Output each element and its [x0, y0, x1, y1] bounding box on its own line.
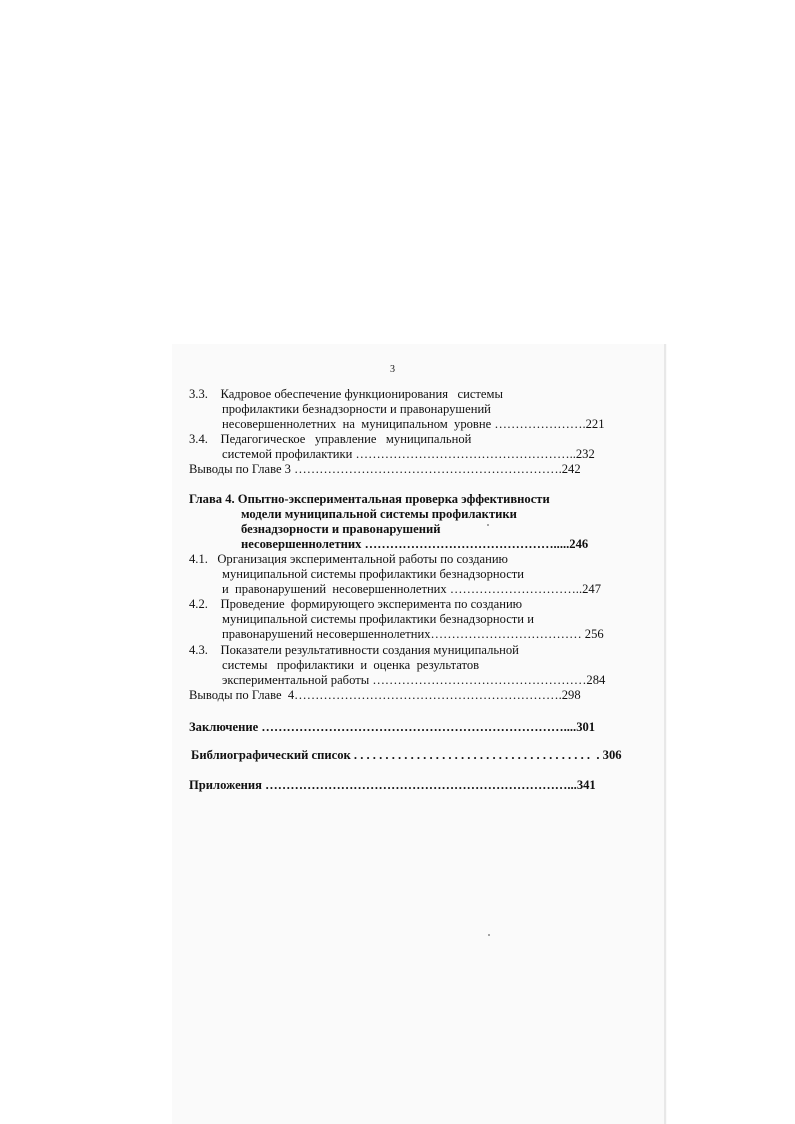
page-edge-shadow — [664, 344, 666, 1124]
page-number: 3 — [390, 364, 395, 375]
toc-chapter-4-title-cont: безнадзорности и правонарушений — [241, 522, 441, 536]
scan-speck — [487, 524, 489, 526]
toc-entry-3-3-cont: профилактики безнадзорности и правонарушений — [222, 402, 491, 416]
toc-entry-4-1-cont: муниципальной системы профилактики безнадзорности — [222, 567, 525, 581]
toc-entry-4-1: 4.1. Организация экспериментальной работы по созданию — [189, 552, 508, 566]
toc-chapter-4-title-cont: несовершеннолетних ……………………………………….....246 — [241, 537, 589, 551]
toc-entry-3-4: 3.4. Педагогическое управление муниципальной — [189, 432, 472, 446]
toc-entry-3-3-cont: несовершеннолетних на муниципальном уровне ………………….221 — [222, 417, 605, 431]
toc-entry-conclusions-ch3: Выводы по Главе 3 ……………………………………………………….242 — [189, 462, 581, 476]
toc-entry-4-3-cont: системы профилактики и оценка результатов — [222, 658, 480, 672]
toc-chapter-4-title-cont: модели муниципальной системы профилактики — [241, 507, 517, 521]
toc-entry-4-2-cont: муниципальной системы профилактики безнадзорности и — [222, 612, 534, 626]
toc-entry-4-1-cont: и правонарушений несовершеннолетних …………………………..247 — [222, 582, 601, 596]
toc-entry-4-2-cont: правонарушений несовершеннолетних……………………………… 256 — [222, 627, 604, 641]
toc-entry-4-3: 4.3. Показатели результативности создания муниципальной — [189, 643, 519, 657]
toc-entry-3-4-cont: системой профилактики ……………………………………………..232 — [222, 447, 595, 461]
toc-entry-3-3: 3.3. Кадровое обеспечение функционирования системы — [189, 387, 503, 401]
toc-entry-4-3-cont: экспериментальной работы ……………………………………………284 — [222, 673, 606, 687]
toc-entry-appendices: Приложения ………………………………………………………………...341 — [189, 778, 596, 792]
toc-entry-conclusions-ch4: Выводы по Главе 4……………………………………………………….298 — [189, 688, 581, 702]
toc-entry-4-2: 4.2. Проведение формирующего эксперимента по созданию — [189, 597, 523, 611]
toc-entry-conclusion: Заключение ………………………………………………………………....301 — [189, 720, 596, 734]
toc-chapter-4-title: Глава 4. Опытно-экспериментальная проверка эффективности — [189, 492, 550, 506]
scan-speck — [488, 934, 490, 936]
toc-entry-bibliography: Библиографический список . . . . . . . . . . . . . . . . . . . . . . . . . . . . . . . . . . . . . . . 306 — [191, 748, 622, 762]
